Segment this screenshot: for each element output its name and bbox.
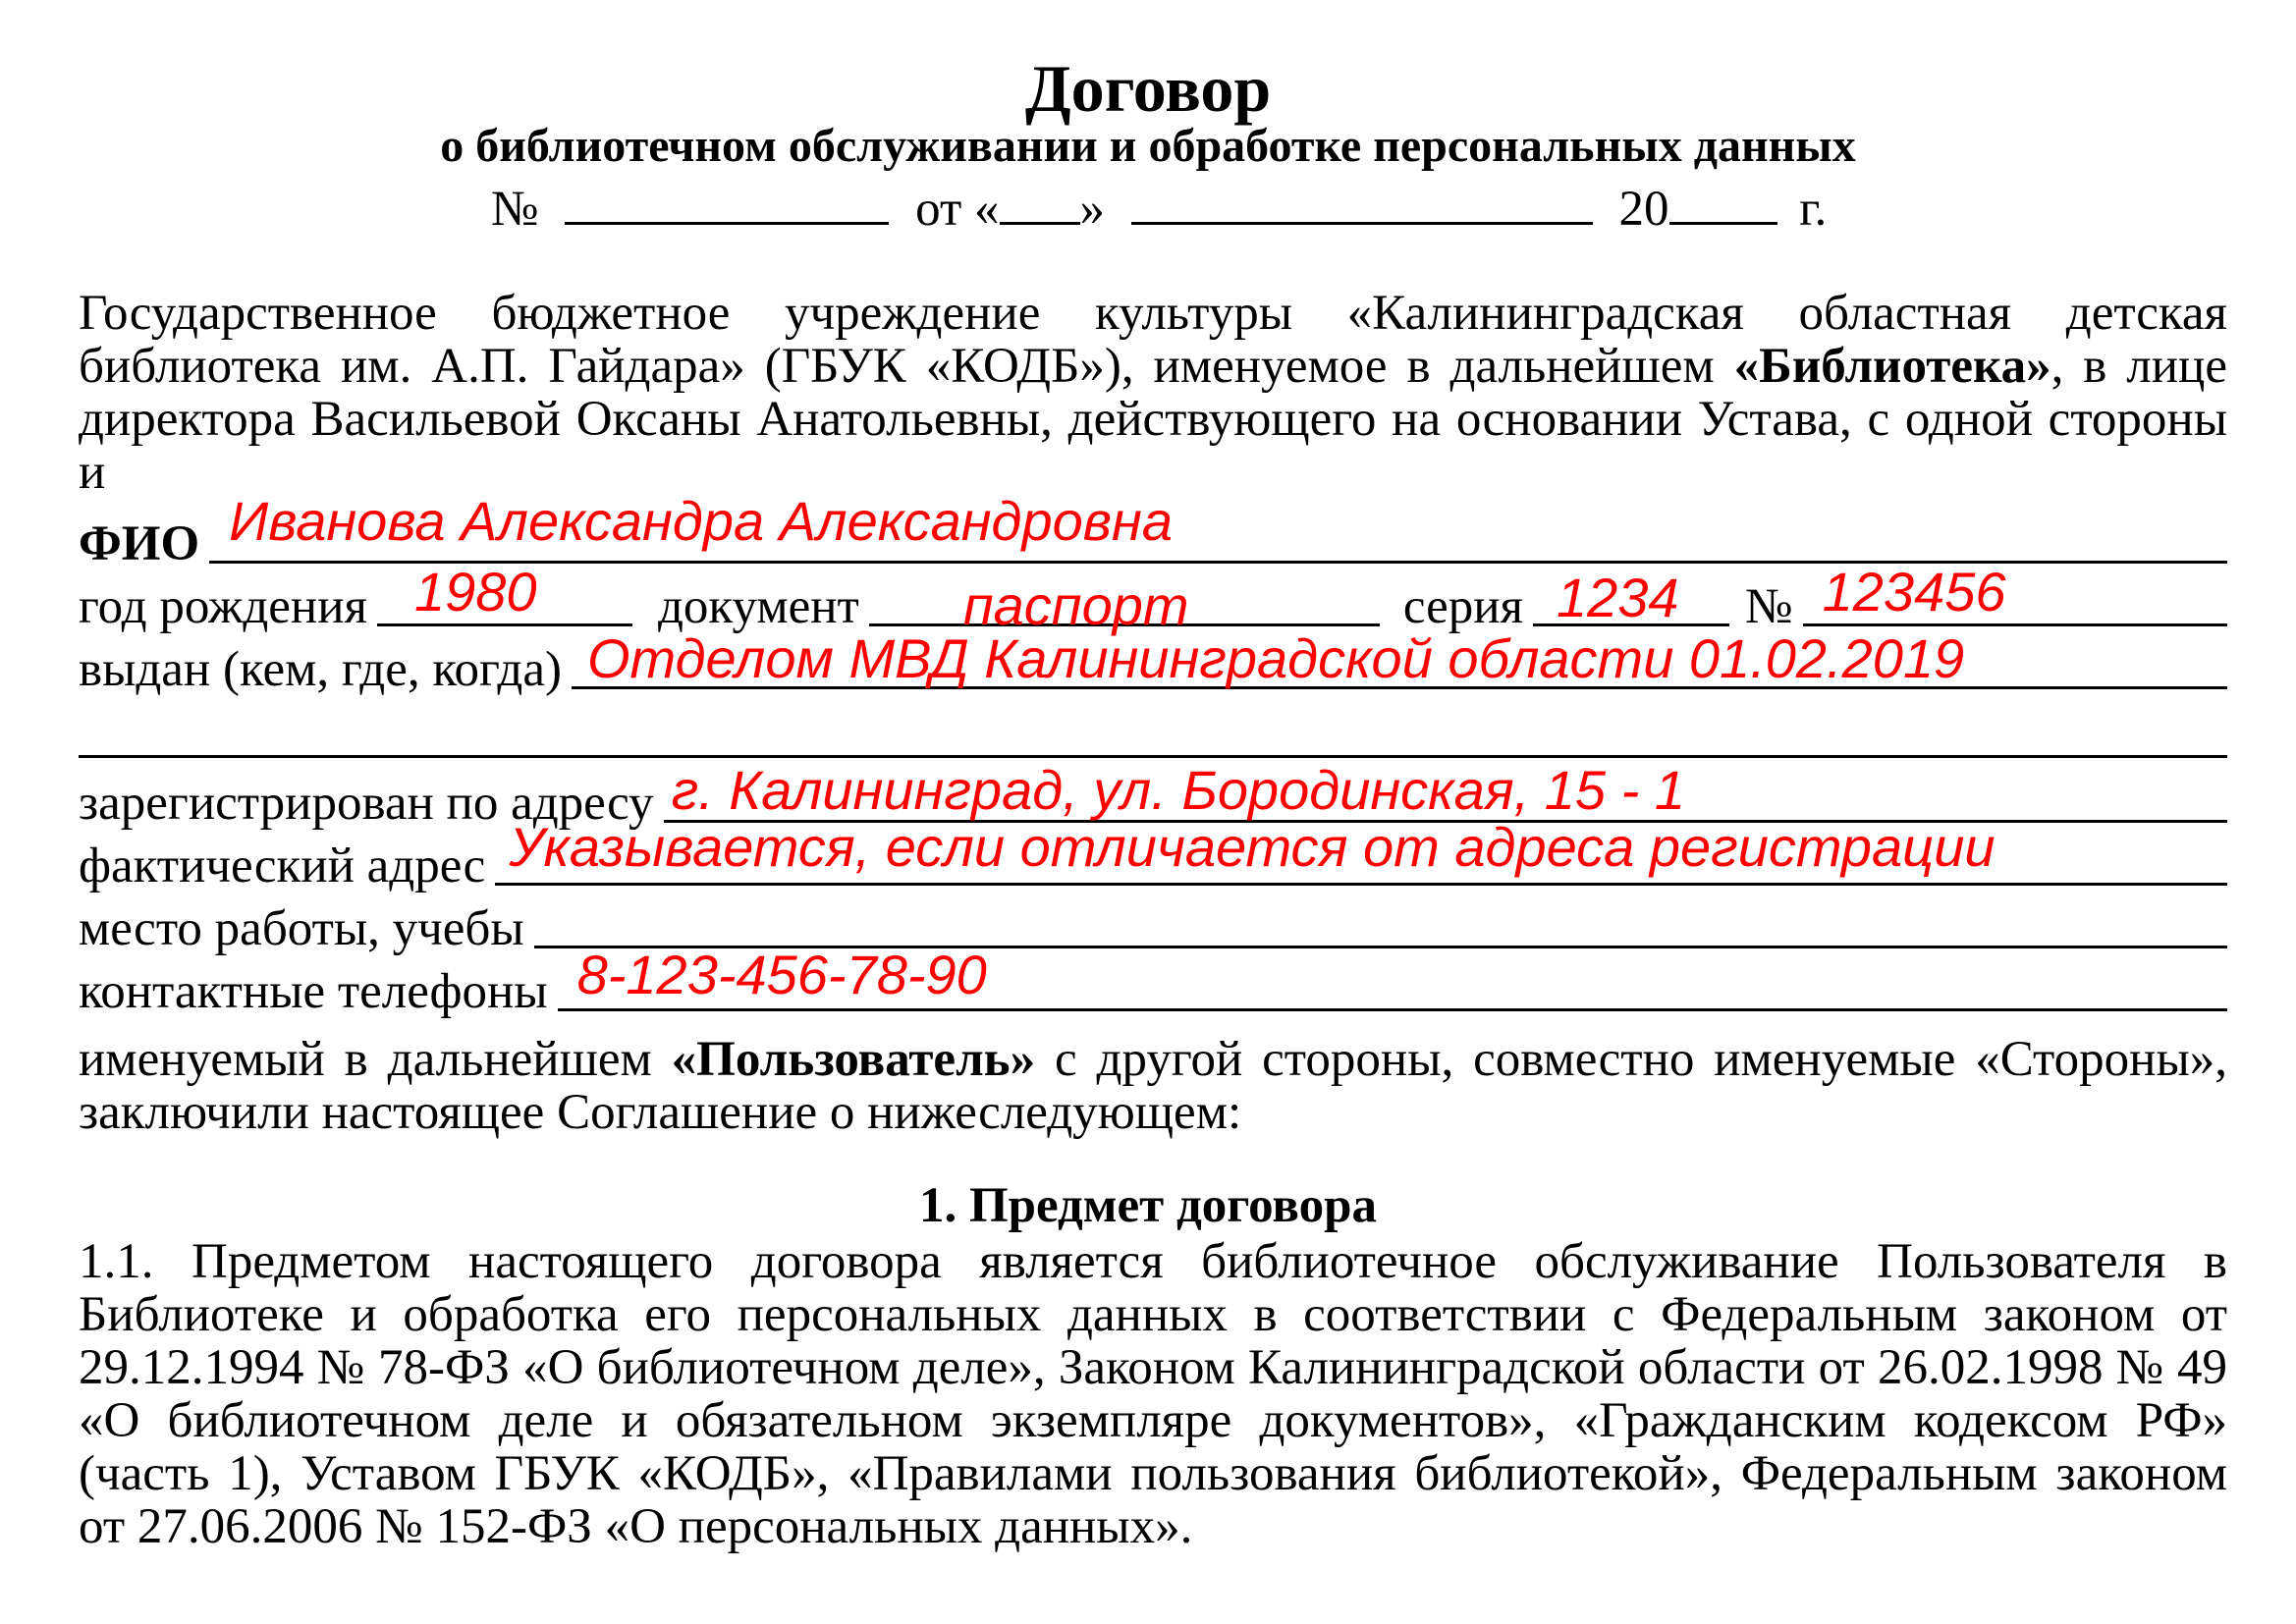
number-label: № xyxy=(1744,579,1793,634)
user-text-1: именуемый в дальнейшем xyxy=(79,1032,672,1087)
work-field[interactable] xyxy=(534,902,2227,948)
phone-label: контактные телефоны xyxy=(79,964,548,1019)
registration-label: зарегистрирован по адресу xyxy=(79,776,654,831)
issued-field[interactable] xyxy=(572,627,2227,689)
phone-value: 8-123-456-78-90 xyxy=(576,944,987,1005)
intro-paragraph xyxy=(79,287,2227,499)
issued-value: Отделом МВД Калининградской области 01.02.2019 xyxy=(586,627,1965,689)
user-term: «Пользователь» xyxy=(671,1032,1036,1087)
number-sign: № xyxy=(491,182,539,237)
document-subtitle: о библиотечном обслуживании и обработке персональных данных xyxy=(440,120,1856,172)
intro-text-1: Государственное бюджетное учреждение культуры «Калининградская областная детская библиотека им. А.П. Гайдара» (ГБУК «КОДБ»), именуемое в дальнейшем xyxy=(79,286,2227,394)
phone-field[interactable] xyxy=(558,944,2227,1011)
work-label: место работы, учебы xyxy=(79,901,524,956)
series-value: 1234 xyxy=(1556,567,1679,628)
doc-value: паспорт xyxy=(962,574,1189,636)
series-field[interactable] xyxy=(1533,567,1729,628)
date-quote-close: » xyxy=(1079,182,1106,237)
number-value: 123456 xyxy=(1822,561,2006,623)
number-field[interactable] xyxy=(1803,561,2227,626)
contract-number-line xyxy=(491,175,1827,244)
fio-label: ФИО xyxy=(79,516,200,571)
section-1-title: 1. Предмет договора xyxy=(919,1178,1377,1233)
birth-label: год рождения xyxy=(79,579,367,634)
user-paragraph xyxy=(79,1033,2227,1139)
year-suffix: г. xyxy=(1799,182,1828,237)
work-row xyxy=(79,899,2227,958)
issued-label: выдан (кем, где, когда) xyxy=(79,642,562,697)
fio-field[interactable] xyxy=(209,490,2227,564)
library-term: «Библиотека» xyxy=(1733,339,2051,394)
section-1-text: 1.1. Предметом настоящего договора является библиотечное обслуживание Пользователя в Библиотеке и обработка его персональных данных в соответствии с Федеральным законом от 29.12.1994 № 78-ФЗ «О библиотечном деле», Законом Калининградской области от 26.02.1998 № 49 «О библиотечном деле и обязательном экземпляре документов», «Гражданским кодексом РФ» (часть 1), Уставом ГБУК «КОДБ», «Правилами пользования библиотекой», Федеральным законом от 27.06.2006 № 152-ФЗ «О персональных данных». xyxy=(79,1234,2227,1554)
actual-address-row xyxy=(79,816,2227,895)
document-title: Договор xyxy=(1024,51,1272,126)
year-blank xyxy=(1669,179,1777,225)
phone-row xyxy=(79,944,2227,1021)
issued-continuation-line[interactable] xyxy=(79,755,2227,758)
fio-value: Иванова Александра Александровна xyxy=(229,490,1173,552)
birth-value: 1980 xyxy=(413,561,537,623)
doc-field[interactable] xyxy=(869,574,1380,636)
issued-row xyxy=(79,627,2227,699)
registration-value: г. Калининград, ул. Бородинская, 15 - 1 xyxy=(671,759,1685,821)
birth-field[interactable] xyxy=(377,561,632,626)
month-blank xyxy=(1131,179,1593,225)
user-text-2: с другой стороны, совместно именуемые «Стороны», заключили настоящее Соглашение о нижеследующем: xyxy=(79,1032,2227,1140)
doc-label: документ xyxy=(657,579,859,634)
actual-address-value: Указывается, если отличается от адреса регистрации xyxy=(509,816,1995,878)
actual-address-field[interactable] xyxy=(495,816,2227,886)
year-prefix: 20 xyxy=(1618,182,1669,237)
day-blank xyxy=(1000,179,1080,225)
date-from-label: от « xyxy=(915,182,1000,237)
actual-address-label: фактический адрес xyxy=(79,839,486,893)
contract-number-blank xyxy=(565,179,889,225)
intro-text-2: , в лице директора Васильевой Оксаны Анатольевны, действующего на основании Устава, с одной стороны и xyxy=(79,339,2227,500)
series-label: серия xyxy=(1402,579,1523,634)
